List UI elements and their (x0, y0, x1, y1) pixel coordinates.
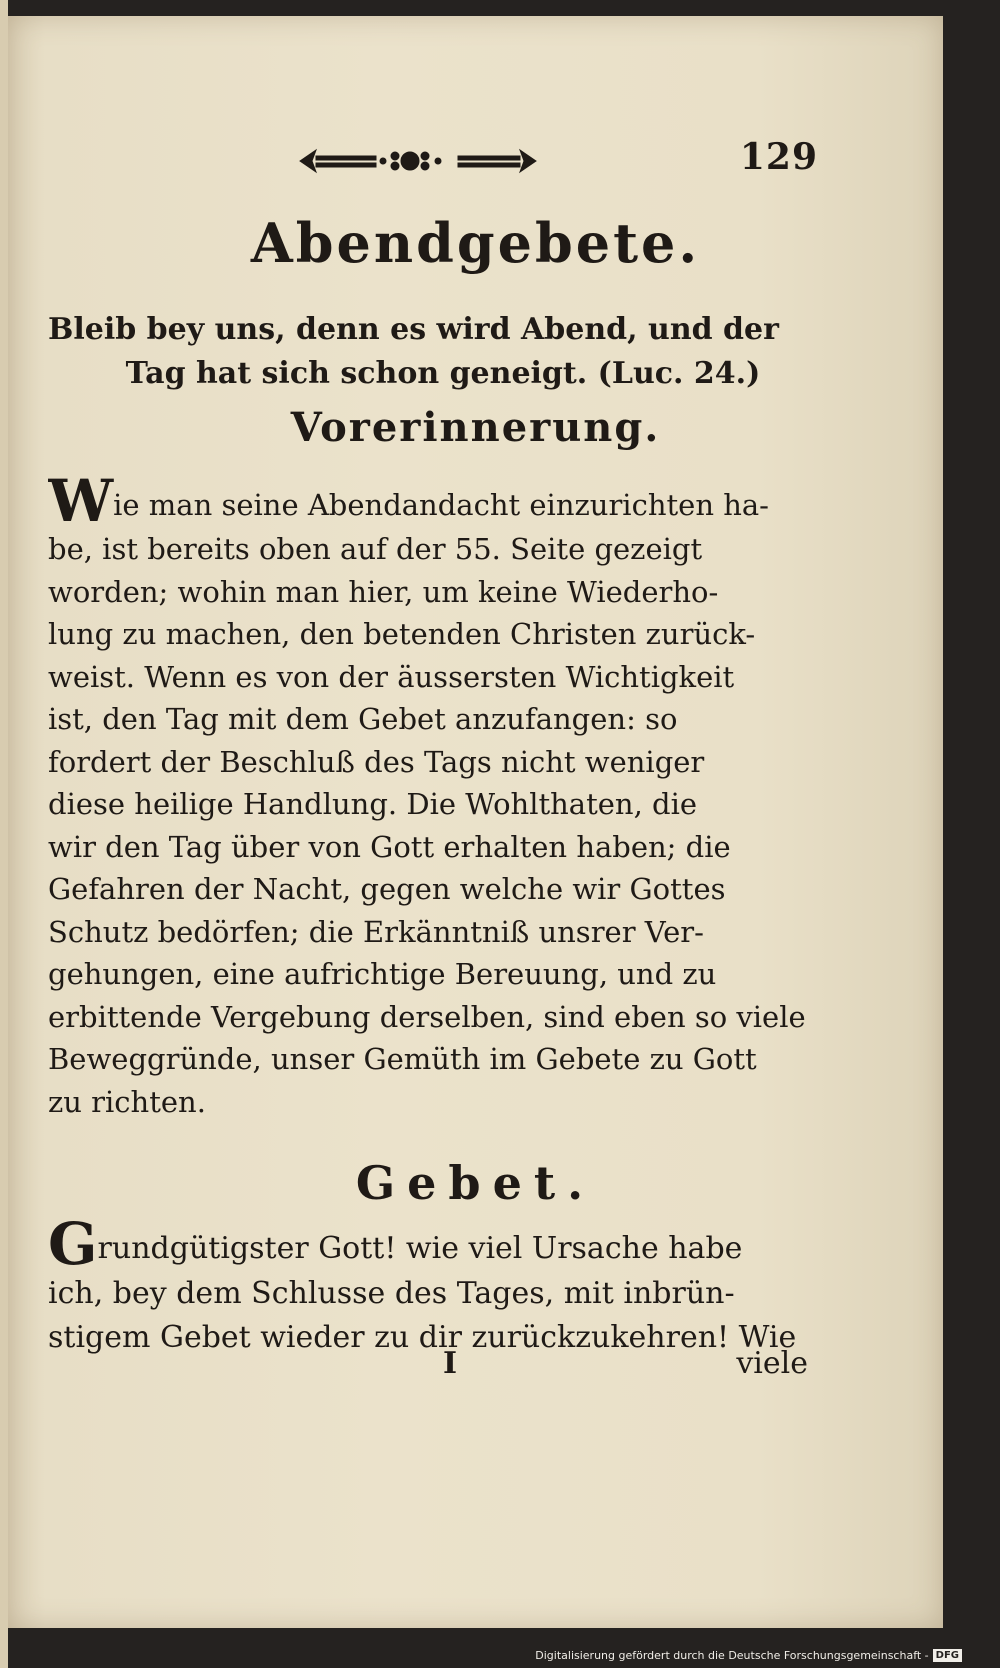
text-line: erbittende Vergebung derselben, sind eben so viele (48, 999, 806, 1034)
text-line (48, 1216, 808, 1272)
text-line: wir den Tag über von Gott erhalten haben; die (48, 829, 731, 864)
motto-line: Bleib bey uns, denn es wird Abend, und der (48, 312, 779, 347)
text-line: fordert der Beschluß des Tags nicht weniger (48, 744, 705, 779)
text-line: ist, den Tag mit dem Gebet anzufangen: so (48, 702, 678, 736)
drop-cap: W (48, 474, 114, 528)
dfg-logo: DFG (933, 1649, 962, 1662)
page-number: 129 (739, 136, 818, 178)
text-line: ich, bey dem Schlusse des Tages, mit inbrün- (48, 1276, 735, 1311)
text-line: zu richten. (48, 1084, 206, 1119)
prayer-title: Gebet. (355, 1156, 596, 1210)
page-footer-marks (48, 1346, 808, 1386)
text-line: Schutz bedörfen; die Erkänntniß unsrer Ver- (48, 914, 704, 949)
book-page (8, 16, 943, 1628)
text-line: be, ist bereits oben auf der 55. Seite gezeigt (48, 532, 703, 566)
credit-text: Digitalisierung gefördert durch die Deutsche Forschungsgemeinschaft - (535, 1649, 929, 1662)
ornament-icon (298, 144, 558, 178)
section-title: Vorerinnerung. (290, 404, 661, 451)
text-line-rest: ie man seine Abendandacht einzurichten ha- (113, 488, 769, 522)
text-line: gehungen, eine aufrichtige Bereuung, und zu (48, 957, 717, 991)
text-line: stigem Gebet wieder zu dir zurückzukehren! Wie (48, 1320, 797, 1355)
text-line: diese heilige Handlung. Die Wohlthaten, die (48, 787, 698, 821)
digitization-credit (535, 1649, 962, 1662)
motto-line: Tag hat sich schon geneigt. (Luc. 24.) (125, 356, 761, 391)
text-line-rest: rundgütigster Gott! wie viel Ursache habe (97, 1231, 743, 1266)
text-line (48, 474, 808, 528)
catchword: viele (736, 1346, 808, 1381)
prayer-paragraph (48, 1216, 808, 1360)
text-line: worden; wohin man hier, um keine Wiederho- (48, 574, 719, 609)
text-line: Gefahren der Nacht, gegen welche wir Gottes (48, 872, 726, 906)
page-header (298, 136, 818, 186)
page-title: Abendgebete. (250, 211, 701, 275)
page-gutter (0, 0, 8, 1668)
text-line: weist. Wenn es von der äussersten Wichtigkeit (48, 659, 735, 694)
motto-quote (48, 308, 808, 396)
body-paragraph (48, 474, 808, 1123)
drop-cap: G (48, 1216, 98, 1272)
text-line: lung zu machen, den betenden Christen zurück- (48, 617, 756, 651)
signature-mark: I (443, 1346, 458, 1381)
text-line: Beweggründe, unser Gemüth im Gebete zu Gott (48, 1042, 757, 1076)
